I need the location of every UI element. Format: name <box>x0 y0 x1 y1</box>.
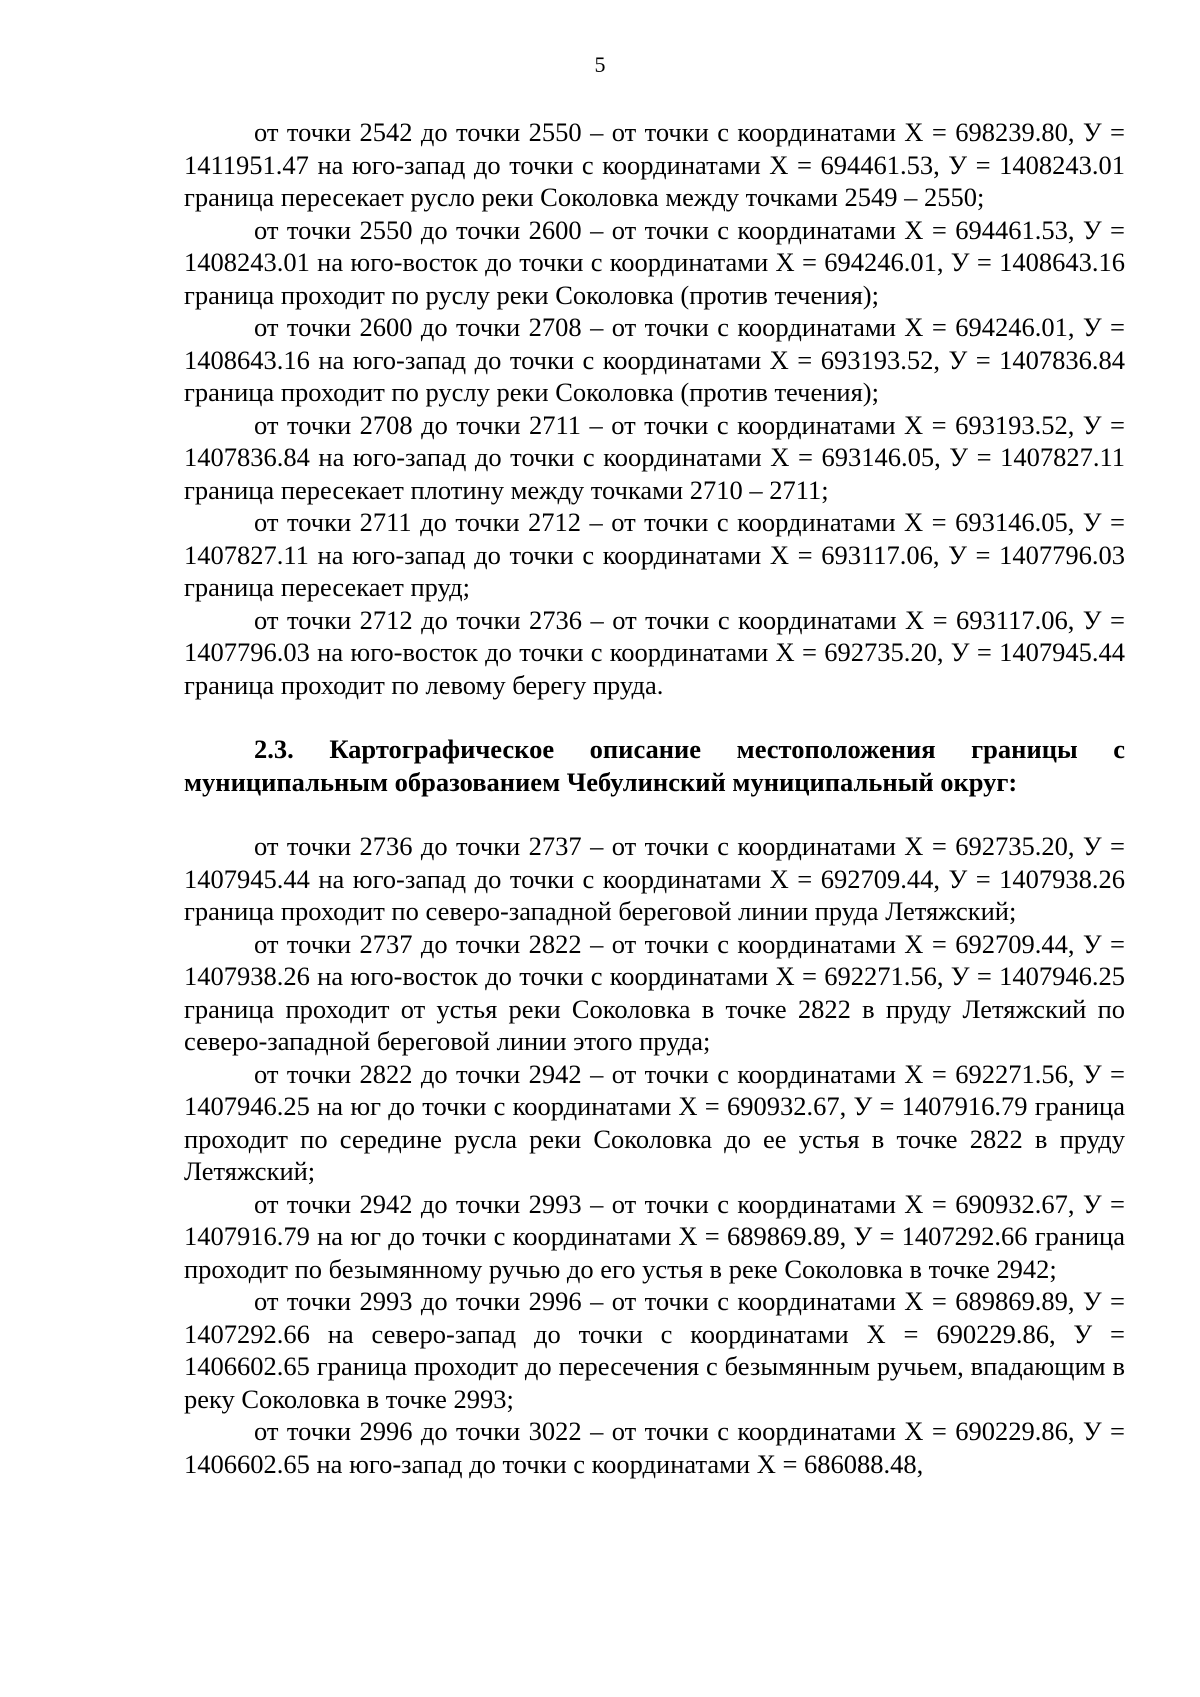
section-heading: 2.3. Картографическое описание местоположения границы с муниципальным образованием Чебулинский муниципальный округ: <box>184 734 1125 797</box>
document-body <box>184 116 1125 1480</box>
boundary-segment-2711-2712: от точки 2711 до точки 2712 – от точки с координатами Х = 693146.05, У = 1407827.11 на юго-запад до точки с координатами Х = 693117.06, У = 1407796.03 граница пересекает пруд; <box>184 507 1125 602</box>
boundary-segment-2600-2708: от точки 2600 до точки 2708 – от точки с координатами Х = 694246.01, У = 1408643.16 на юго-запад до точки с координатами Х = 693193.52, У = 1407836.84 граница проходит по руслу реки Соколовка (против течения); <box>184 312 1125 407</box>
page-number: 5 <box>594 52 606 77</box>
boundary-segment-2737-2822: от точки 2737 до точки 2822 – от точки с координатами Х = 692709.44, У = 1407938.26 на юго-восток до точки с координатами Х = 692271.56, У = 1407946.25 граница проходит от устья реки Соколовка в точке 2822 в пруду Летяжский по северо-западной береговой линии этого пруда; <box>184 928 1125 1056</box>
boundary-segment-2550-2600: от точки 2550 до точки 2600 – от точки с координатами Х = 694461.53, У = 1408243.01 на юго-восток до точки с координатами Х = 694246.01, У = 1408643.16 граница проходит по руслу реки Соколовка (против течения); <box>184 214 1125 310</box>
boundary-segment-2993-2996: от точки 2993 до точки 2996 – от точки с координатами Х = 689869.89, У = 1407292.66 на северо-запад до точки с координатами Х = 690229.86, У = 1406602.65 граница проходит до пересечения с безымянным ручьем, впадающим в реку Соколовка в точке 2993; <box>184 1286 1125 1414</box>
boundary-segment-2736-2737: от точки 2736 до точки 2737 – от точки с координатами Х = 692735.20, У = 1407945.44 на юго-запад до точки с координатами Х = 692709.44, У = 1407938.26 граница проходит по северо-западной береговой линии пруда Летяжский; <box>184 831 1125 926</box>
boundary-segment-2708-2711: от точки 2708 до точки 2711 – от точки с координатами Х = 693193.52, У = 1407836.84 на юго-запад до точки с координатами Х = 693146.05, У = 1407827.11 граница пересекает плотину между точками 2710 – 2711; <box>184 409 1125 505</box>
boundary-segment-2822-2942: от точки 2822 до точки 2942 – от точки с координатами Х = 692271.56, У = 1407946.25 на юг до точки с координатами Х = 690932.67, У = 1407916.79 граница проходит по середине русла реки Соколовка до ее устья в точке 2822 в пруду Летяжский; <box>184 1058 1125 1186</box>
boundary-segment-2712-2736: от точки 2712 до точки 2736 – от точки с координатами Х = 693117.06, У = 1407796.03 на юго-восток до точки с координатами Х = 692735.20, У = 1407945.44 граница проходит по левому берегу пруда. <box>184 604 1125 700</box>
boundary-segment-2942-2993: от точки 2942 до точки 2993 – от точки с координатами Х = 690932.67, У = 1407916.79 на юг до точки с координатами Х = 689869.89, У = 1407292.66 граница проходит по безымянному ручью до его устья в реке Соколовка в точке 2942; <box>184 1188 1125 1284</box>
boundary-segment-2542-2550: от точки 2542 до точки 2550 – от точки с координатами Х = 698239.80, У = 1411951.47 на юго-запад до точки с координатами Х = 694461.53, У = 1408243.01 граница пересекает русло реки Соколовка между точками 2549 – 2550; <box>184 117 1125 212</box>
boundary-segment-2996-3022: от точки 2996 до точки 3022 – от точки с координатами Х = 690229.86, У = 1406602.65 на юго-запад до точки с координатами Х = 686088.48, <box>184 1416 1125 1479</box>
